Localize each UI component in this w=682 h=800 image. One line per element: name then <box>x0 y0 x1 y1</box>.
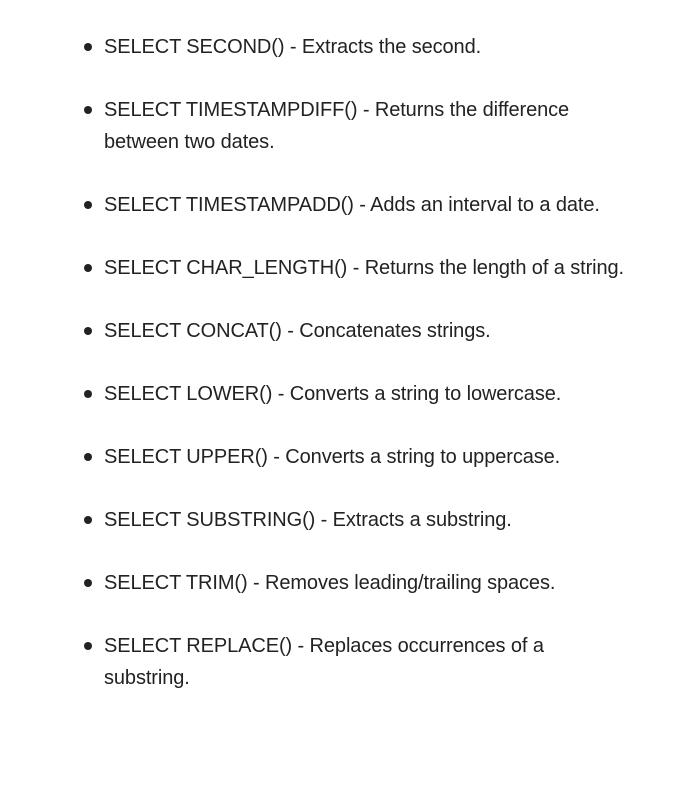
list-item <box>84 441 624 473</box>
bullet-icon <box>84 516 92 524</box>
list-item-text: SELECT UPPER() - Converts a string to uppercase. <box>104 446 561 468</box>
bullet-icon <box>84 579 92 587</box>
list-item <box>84 504 624 536</box>
sql-functions-list <box>84 31 624 694</box>
list-item-text: SELECT CONCAT() - Concatenates strings. <box>104 320 491 342</box>
list-item <box>84 189 624 221</box>
list-item-text: SELECT LOWER() - Converts a string to lowercase. <box>104 383 562 405</box>
list-item <box>84 94 624 158</box>
list-item <box>84 31 624 63</box>
bullet-icon <box>84 453 92 461</box>
list-item-text: SELECT CHAR_LENGTH() - Returns the length of a string. <box>104 257 624 279</box>
bullet-icon <box>84 264 92 272</box>
bullet-icon <box>84 106 92 114</box>
list-item <box>84 378 624 410</box>
list-item <box>84 630 624 694</box>
list-item <box>84 567 624 599</box>
list-item-text: SELECT TRIM() - Removes leading/trailing spaces. <box>104 572 556 594</box>
list-item <box>84 315 624 347</box>
list-item-text: SELECT SECOND() - Extracts the second. <box>104 36 482 58</box>
bullet-icon <box>84 327 92 335</box>
bullet-icon <box>84 43 92 51</box>
list-item <box>84 252 624 284</box>
list-item-text: SELECT TIMESTAMPADD() - Adds an interval to a date. <box>104 194 600 216</box>
list-item-text: SELECT TIMESTAMPDIFF() - Returns the difference between two dates. <box>104 99 570 153</box>
bullet-icon <box>84 390 92 398</box>
list-item-text: SELECT SUBSTRING() - Extracts a substring. <box>104 509 512 531</box>
bullet-icon <box>84 201 92 209</box>
list-item-text: SELECT REPLACE() - Replaces occurrences of a substring. <box>104 635 544 689</box>
bullet-icon <box>84 642 92 650</box>
